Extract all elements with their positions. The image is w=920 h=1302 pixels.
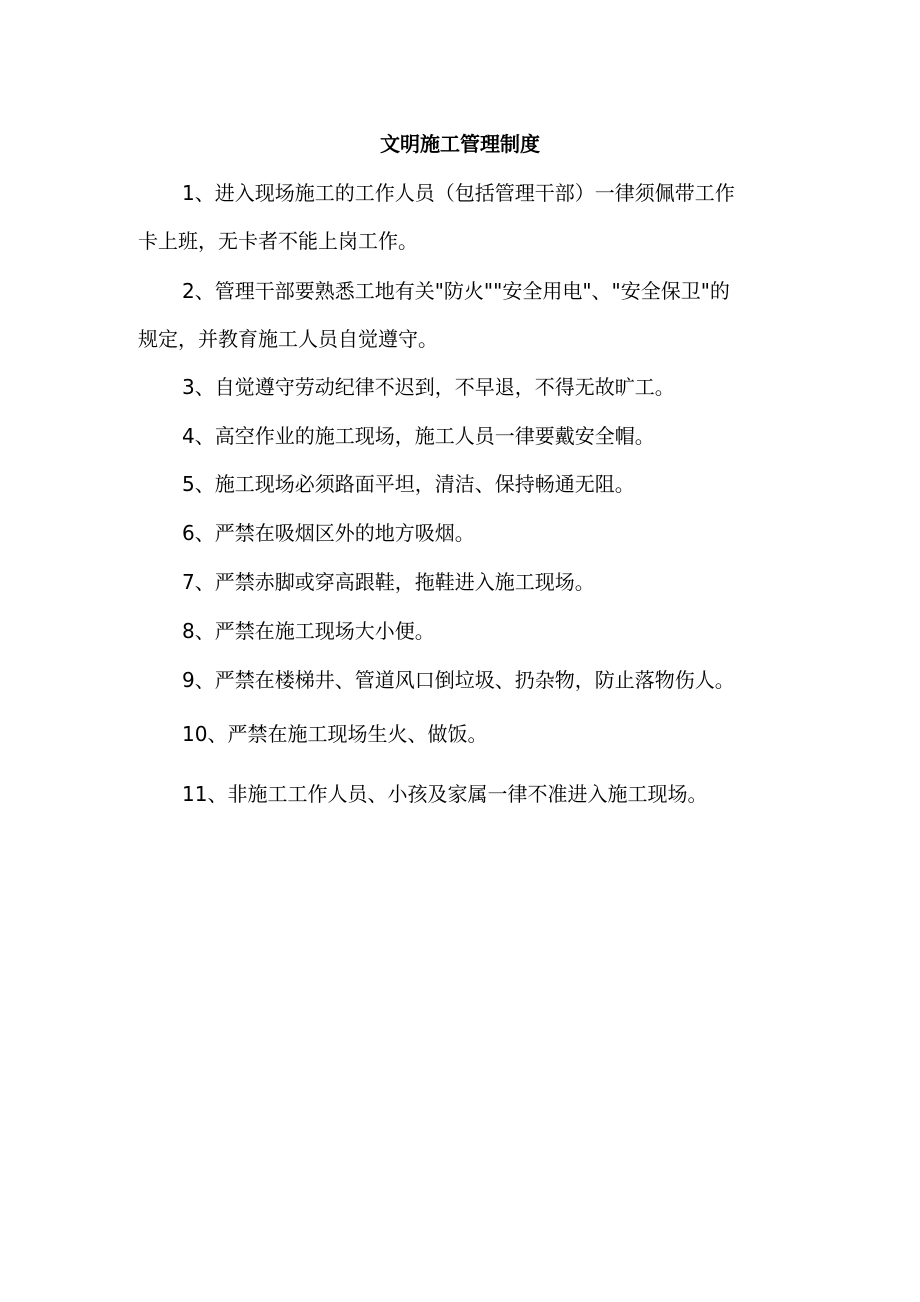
rule-2-line-1: [138, 276, 788, 306]
rule-10-text: 10、严禁在施工现场生火、做饭。: [182, 722, 488, 746]
rule-9: [138, 665, 788, 695]
rule-7: [138, 567, 788, 597]
document-title: 文明施工管理制度: [380, 132, 540, 156]
rule-6: [138, 518, 788, 548]
rule-7-text: 7、严禁赤脚或穿高跟鞋，拖鞋进入施工现场。: [182, 570, 595, 594]
rule-8: [138, 616, 788, 646]
rule-1-line-1: [138, 178, 788, 208]
rule-8-text: 8、严禁在施工现场大小便。: [182, 619, 435, 643]
rule-2-line-2: 规定，并教育施工人员自觉遵守。: [138, 327, 438, 351]
rule-9-text: 9、严禁在楼梯井、管道风口倒垃圾、扔杂物，防止落物伤人。: [182, 668, 735, 692]
rule-11-text: 11、非施工工作人员、小孩及家属一律不准进入施工现场。: [182, 782, 708, 806]
rule-5: [138, 469, 788, 499]
rule-10: [138, 719, 788, 749]
rule-3: [138, 372, 788, 402]
rule-4-text: 4、高空作业的施工现场，施工人员一律要戴安全帽。: [182, 424, 655, 448]
rule-2-text-1: 2、管理干部要熟悉工地有关"防火""安全用电"、"安全保卫"的: [182, 279, 730, 303]
rule-1-line-2: 卡上班，无卡者不能上岗工作。: [138, 229, 418, 253]
rule-6-text: 6、严禁在吸烟区外的地方吸烟。: [182, 521, 475, 545]
rule-1-text-1: 1、进入现场施工的工作人员（包括管理干部）一律须佩带工作: [182, 181, 735, 205]
rule-11: [138, 779, 788, 809]
rule-3-text: 3、自觉遵守劳动纪律不迟到，不早退，不得无故旷工。: [182, 375, 675, 399]
rule-4: [138, 421, 788, 451]
rule-5-text: 5、施工现场必须路面平坦，清洁、保持畅通无阻。: [182, 472, 635, 496]
